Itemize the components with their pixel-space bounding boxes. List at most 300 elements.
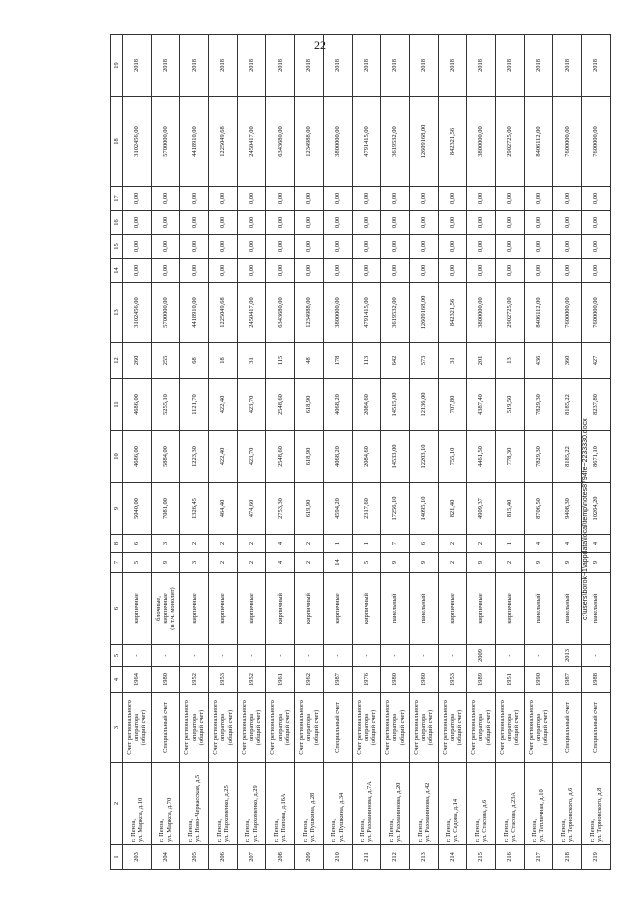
table-cell: 1951 — [495, 667, 524, 693]
table-cell: 0,00 — [495, 259, 524, 283]
table-cell: 1953 — [438, 667, 467, 693]
table-cell: 0,00 — [151, 211, 180, 235]
table-cell: 12609168,00 — [409, 97, 438, 187]
table-cell: 2 — [237, 535, 266, 553]
table-cell: Счет регионального оператора (общий счет) — [209, 693, 238, 763]
table-cell: 0,00 — [409, 211, 438, 235]
table-cell: 3102456,00 — [123, 283, 152, 343]
table-cell: 0,00 — [553, 259, 582, 283]
table-cell: 2018 — [237, 35, 266, 97]
column-number-row — [111, 35, 123, 870]
table-row — [438, 35, 467, 870]
table-cell: 2018 — [352, 35, 381, 97]
table-cell: 1121,70 — [180, 379, 209, 431]
table-cell: 0,00 — [209, 211, 238, 235]
table-cell: 2018 — [438, 35, 467, 97]
table-body — [123, 35, 611, 870]
table-cell: 2 — [438, 535, 467, 553]
table-cell: Специальный счет — [582, 693, 611, 763]
table-cell: 4 — [524, 535, 553, 553]
table-cell: 2548,60 — [266, 379, 295, 431]
table-cell: 1987 — [323, 667, 352, 693]
table-row — [151, 35, 180, 870]
table-cell: 210 — [323, 845, 352, 870]
table-cell: 2084,60 — [352, 379, 381, 431]
table-cell: - — [151, 645, 180, 667]
table-cell: 2 — [209, 535, 238, 553]
table-row — [323, 35, 352, 870]
table-cell: 436 — [524, 343, 553, 379]
table-cell: 2084,60 — [352, 431, 381, 483]
table-cell: 4068,20 — [323, 431, 352, 483]
table-cell: 4909,37 — [467, 483, 496, 535]
table-cell: кирпичные — [323, 573, 352, 645]
table-cell: 642 — [381, 343, 410, 379]
table-cell: 423,70 — [237, 379, 266, 431]
table-cell: 2018 — [151, 35, 180, 97]
table-cell: 5700000,00 — [151, 97, 180, 187]
table-cell: 211 — [352, 845, 381, 870]
table-cell: г. Пенза, ул. Пушкина, д.34 — [323, 763, 352, 845]
table-cell: - — [352, 645, 381, 667]
table-cell: 0,00 — [266, 235, 295, 259]
table-cell: - — [266, 645, 295, 667]
table-cell: 0,00 — [151, 187, 180, 211]
table-cell: 5 — [352, 553, 381, 573]
table-cell: 260 — [123, 343, 152, 379]
table-cell: г. Пенза, ул. Пархоменко, д.29 — [237, 763, 266, 845]
table-cell: 215 — [467, 845, 496, 870]
table-cell: 0,00 — [323, 235, 352, 259]
table-cell: 4791415,00 — [352, 283, 381, 343]
table-cell: 778,30 — [495, 431, 524, 483]
table-cell: 474,60 — [237, 483, 266, 535]
table-cell: 0,00 — [381, 187, 410, 211]
table-cell: 0,00 — [295, 259, 324, 283]
table-cell: 7829,30 — [524, 431, 553, 483]
table-cell: 815,40 — [495, 483, 524, 535]
table-cell: 2018 — [467, 35, 496, 97]
table-cell: 1 — [352, 535, 381, 553]
table-cell: 1223,30 — [180, 431, 209, 483]
table-cell: 0,00 — [467, 211, 496, 235]
table-cell: 2018 — [409, 35, 438, 97]
table-cell: 8406112,00 — [524, 97, 553, 187]
table-cell: 1952 — [180, 667, 209, 693]
table-cell: 18 — [209, 343, 238, 379]
table-cell: Счет регионального оператора (общий счет) — [438, 693, 467, 763]
table-cell: 0,00 — [582, 235, 611, 259]
table-cell: 255 — [151, 343, 180, 379]
table-cell: 3619532,00 — [381, 97, 410, 187]
table-cell: 1225049,68 — [209, 283, 238, 343]
table-cell: 3 — [151, 535, 180, 553]
table-cell: 206 — [209, 845, 238, 870]
table-cell: 9 — [524, 553, 553, 573]
table-cell: 2018 — [266, 35, 295, 97]
table-cell: 207 — [237, 845, 266, 870]
table-cell: 464,40 — [209, 483, 238, 535]
table-cell: 0,00 — [381, 211, 410, 235]
table-cell: 7600000,00 — [582, 283, 611, 343]
table-cell: 0,00 — [123, 235, 152, 259]
table-cell: 1990 — [524, 667, 553, 693]
table-cell: 209 — [295, 845, 324, 870]
table-cell: 12136,00 — [409, 379, 438, 431]
table-cell: 0,00 — [553, 235, 582, 259]
table-cell: панельный — [409, 573, 438, 645]
column-number-header: 16 — [111, 211, 123, 235]
table-cell: 4 — [266, 553, 295, 573]
table-cell: 2018 — [582, 35, 611, 97]
table-cell: 8671,10 — [582, 431, 611, 483]
table-cell: 618,90 — [295, 431, 324, 483]
table-cell: - — [209, 645, 238, 667]
table-cell: 0,00 — [467, 259, 496, 283]
table-cell: 2018 — [323, 35, 352, 97]
table-cell: г. Пенза, ул. Тепличная, д.10 — [524, 763, 553, 845]
table-cell: 0,00 — [495, 211, 524, 235]
table-row — [524, 35, 553, 870]
table-cell: 1326,45 — [180, 483, 209, 535]
table-cell: 842321,56 — [438, 283, 467, 343]
table-row — [209, 35, 238, 870]
table-cell: 0,00 — [438, 259, 467, 283]
table-row — [467, 35, 496, 870]
table-cell: г. Пенза, ул. Седова, д.14 — [438, 763, 467, 845]
column-number-header: 5 — [111, 645, 123, 667]
table-cell: 1234988,00 — [295, 97, 324, 187]
table-cell: г. Пенза, ул. Стасова, д.6 — [467, 763, 496, 845]
table-cell: 115 — [266, 343, 295, 379]
page-number: 22 — [314, 38, 326, 52]
table-cell: 0,00 — [266, 187, 295, 211]
column-number-header: 15 — [111, 235, 123, 259]
column-number-header: 19 — [111, 35, 123, 97]
table-cell: 217 — [524, 845, 553, 870]
table-cell: г. Пенза, ул. Ново-Черкасская, д.5 — [180, 763, 209, 845]
table-cell: кирпичный — [352, 573, 381, 645]
table-cell: 2018 — [123, 35, 152, 97]
table-cell: Счет регионального оператора (общий счет) — [237, 693, 266, 763]
table-row — [180, 35, 209, 870]
table-cell: 5 — [123, 553, 152, 573]
column-number-header: 14 — [111, 259, 123, 283]
table-cell: 4387,40 — [467, 379, 496, 431]
table-cell: 1225049,68 — [209, 97, 238, 187]
table-cell: кирпичный — [266, 573, 295, 645]
table-cell: кирпичные — [438, 573, 467, 645]
table-cell: 219 — [582, 845, 611, 870]
table-cell: 9 — [582, 553, 611, 573]
table-cell: кирпичные — [237, 573, 266, 645]
table-cell: 2018 — [553, 35, 582, 97]
table-cell: 0,00 — [352, 259, 381, 283]
table-cell: 3102456,00 — [123, 97, 152, 187]
table-cell: 0,00 — [266, 259, 295, 283]
table-cell: - — [409, 645, 438, 667]
table-cell: 0,00 — [582, 211, 611, 235]
table-cell: 7600000,00 — [553, 97, 582, 187]
table-cell: 48 — [295, 343, 324, 379]
table-cell: кирпичные — [209, 573, 238, 645]
table-cell: 0,00 — [209, 187, 238, 211]
table-cell: 2902725,00 — [495, 283, 524, 343]
table-cell: кирпичный — [295, 573, 324, 645]
table-cell: 0,00 — [582, 187, 611, 211]
table-cell: г. Пенза, ул. Маркса, д.10 — [123, 763, 152, 845]
table-cell: - — [323, 645, 352, 667]
table-cell: 12609168,00 — [409, 283, 438, 343]
table-cell: 0,00 — [409, 259, 438, 283]
table-row — [352, 35, 381, 870]
table-cell: - — [582, 645, 611, 667]
table-cell: 0,00 — [123, 259, 152, 283]
table-cell: 0,00 — [381, 259, 410, 283]
table-cell: 212 — [381, 845, 410, 870]
table-cell: 619,90 — [295, 483, 324, 535]
table-cell: - — [295, 645, 324, 667]
table-cell: 0,00 — [151, 235, 180, 259]
table-cell: блочные, кирпичные (в т.ч. монолит) — [151, 573, 180, 645]
table-cell: - — [381, 645, 410, 667]
table-cell: 0,00 — [237, 259, 266, 283]
table-cell: г. Пенза, ул. Стасова, д.23А — [495, 763, 524, 845]
table-cell: 8237,80 — [582, 379, 611, 431]
table-cell: 2548,60 — [266, 431, 295, 483]
table-cell: 3800000,00 — [467, 97, 496, 187]
file-path-footer: c:\users\borok~1\appdata\local\temp\notes8794fe~2233330.docx — [582, 418, 589, 620]
table-cell: 5255,10 — [151, 379, 180, 431]
table-cell: 7600000,00 — [553, 283, 582, 343]
table-cell: 6343680,00 — [266, 283, 295, 343]
table-cell: 31 — [438, 343, 467, 379]
table-cell: 31 — [237, 343, 266, 379]
table-cell: 0,00 — [524, 259, 553, 283]
table-cell: 360 — [553, 343, 582, 379]
table-cell: - — [524, 645, 553, 667]
table-cell: 216 — [495, 845, 524, 870]
table-cell: 213 — [409, 845, 438, 870]
table-cell: 0,00 — [209, 235, 238, 259]
table-cell: 4594,20 — [323, 483, 352, 535]
table-row — [381, 35, 410, 870]
column-number-header: 7 — [111, 553, 123, 573]
table-cell: 2018 — [381, 35, 410, 97]
table-cell: 2450417,00 — [237, 97, 266, 187]
table-cell: 1234988,00 — [295, 283, 324, 343]
table-cell: Счет регионального оператора (общий счет) — [266, 693, 295, 763]
table-cell: 12203,10 — [409, 431, 438, 483]
table-cell: 2 — [180, 535, 209, 553]
table-cell: 0,00 — [209, 259, 238, 283]
table-cell: 4 — [266, 535, 295, 553]
table-cell: 1962 — [295, 667, 324, 693]
table-cell: 14515,00 — [381, 379, 410, 431]
table-cell: Счет регионального оператора (общий счет) — [495, 693, 524, 763]
table-cell: 4418910,00 — [180, 283, 209, 343]
column-number-header: 11 — [111, 379, 123, 431]
table-cell: 218 — [553, 845, 582, 870]
table-cell: 5884,00 — [151, 431, 180, 483]
table-cell: 5700000,00 — [151, 283, 180, 343]
table-row — [495, 35, 524, 870]
table-cell: 6 — [409, 535, 438, 553]
table-cell: Специальный счет — [553, 693, 582, 763]
table-cell: 0,00 — [409, 187, 438, 211]
table-cell: 4068,20 — [323, 379, 352, 431]
column-number-header: 13 — [111, 283, 123, 343]
table-cell: 1989 — [467, 667, 496, 693]
table-cell: Счет регионального оператора (общий счет) — [180, 693, 209, 763]
table-cell: 1987 — [553, 667, 582, 693]
table-cell: г. Пенза, ул. Пархоменко, д.25 — [209, 763, 238, 845]
table-cell: панельный — [381, 573, 410, 645]
table-cell: 1 — [323, 535, 352, 553]
table-cell: г. Пенза, ул. Попова, д.16А — [266, 763, 295, 845]
table-cell: 17256,10 — [381, 483, 410, 535]
table-cell: 1980 — [381, 667, 410, 693]
table-cell: 8185,22 — [553, 379, 582, 431]
column-number-header: 6 — [111, 573, 123, 645]
table-cell: 2450417,00 — [237, 283, 266, 343]
table-cell: 14533,00 — [381, 431, 410, 483]
table-cell: 422,40 — [209, 379, 238, 431]
table-cell: Счет регионального оператора (общий счет) — [381, 693, 410, 763]
table-cell: 2753,30 — [266, 483, 295, 535]
table-cell: 9 — [553, 553, 582, 573]
table-cell: г. Пенза, ул. Рахманинова, д.42 — [409, 763, 438, 845]
table-cell: 6343680,00 — [266, 97, 295, 187]
table-cell: 4 — [582, 535, 611, 553]
table-cell: 0,00 — [151, 259, 180, 283]
table-cell: 2 — [438, 553, 467, 573]
table-cell: 1980 — [151, 667, 180, 693]
table-cell: 0,00 — [237, 187, 266, 211]
table-cell: 3800000,00 — [323, 97, 352, 187]
table-cell: г. Пенза, ул. Пушкина, д.28 — [295, 763, 324, 845]
table-cell: 2 — [495, 553, 524, 573]
table-cell: г. Пенза, ул. Рахманинова, д.20 — [381, 763, 410, 845]
table-cell: кирпичные — [180, 573, 209, 645]
table-cell: Счет регионального оператора (общий счет) — [409, 693, 438, 763]
table-cell: 208 — [266, 845, 295, 870]
table-cell: 1980 — [409, 667, 438, 693]
table-cell: 8185,22 — [553, 431, 582, 483]
table-cell: 14095,10 — [409, 483, 438, 535]
table-cell: 0,00 — [323, 187, 352, 211]
table-cell: 0,00 — [295, 211, 324, 235]
table-row — [553, 35, 582, 870]
table-cell: Специальный счет — [151, 693, 180, 763]
table-row — [266, 35, 295, 870]
table-cell: Счет регионального оператора (общий счет) — [123, 693, 152, 763]
table-cell: 3 — [180, 553, 209, 573]
table-cell: 2018 — [495, 35, 524, 97]
table-cell: 2 — [209, 553, 238, 573]
table-cell: 0,00 — [180, 235, 209, 259]
table-cell: 0,00 — [409, 235, 438, 259]
table-cell: 3800000,00 — [467, 283, 496, 343]
table-cell: 201 — [467, 343, 496, 379]
table-cell: г. Пенза, ул. Терновского, д.8 — [582, 763, 611, 845]
table-cell: 0,00 — [295, 187, 324, 211]
table-cell: 8406112,00 — [524, 283, 553, 343]
table-cell: 427 — [582, 343, 611, 379]
table-cell: 0,00 — [467, 235, 496, 259]
table-cell: 618,90 — [295, 379, 324, 431]
table-cell: 4686,00 — [123, 379, 152, 431]
table-cell: 0,00 — [323, 259, 352, 283]
table-cell: Специальный счет — [323, 693, 352, 763]
table-cell: 205 — [180, 845, 209, 870]
table-cell: 0,00 — [438, 187, 467, 211]
table-cell: 0,00 — [352, 235, 381, 259]
table-cell: 3800000,00 — [323, 283, 352, 343]
table-cell: Счет регионального оператора (общий счет) — [524, 693, 553, 763]
table-cell: 0,00 — [553, 187, 582, 211]
table-cell: 1964 — [123, 667, 152, 693]
table-cell: 1976 — [352, 667, 381, 693]
table-cell: 0,00 — [237, 235, 266, 259]
column-number-header: 8 — [111, 535, 123, 553]
column-number-header: 9 — [111, 483, 123, 535]
table-cell: 14 — [323, 553, 352, 573]
table-cell: 6 — [123, 535, 152, 553]
table-cell: 9 — [151, 553, 180, 573]
column-number-header: 1 — [111, 845, 123, 870]
table-cell: 214 — [438, 845, 467, 870]
table-cell: 4791415,00 — [352, 97, 381, 187]
table-cell: 178 — [323, 343, 352, 379]
table-cell: 1961 — [266, 667, 295, 693]
table-cell: 4418910,00 — [180, 97, 209, 187]
table-cell: г. Пенза, ул. Терновского, д.6 — [553, 763, 582, 845]
table-cell: - — [180, 645, 209, 667]
table-cell: 4686,00 — [123, 431, 152, 483]
table-cell: Счет регионального оператора (общий счет) — [352, 693, 381, 763]
table-cell: кирпичные — [123, 573, 152, 645]
table-cell: панельный — [582, 573, 611, 645]
housing-repair-table — [110, 34, 611, 870]
table-cell: 0,00 — [381, 235, 410, 259]
table-cell: 1953 — [209, 667, 238, 693]
table-cell: 5040,00 — [123, 483, 152, 535]
table-cell: 2317,60 — [352, 483, 381, 535]
table-cell: панельный — [553, 573, 582, 645]
table-cell: 9 — [381, 553, 410, 573]
table-cell: 0,00 — [237, 211, 266, 235]
table-cell: - — [495, 645, 524, 667]
table-cell: 2018 — [295, 35, 324, 97]
column-number-header: 3 — [111, 693, 123, 763]
table-cell: 0,00 — [323, 211, 352, 235]
table-cell: 423,70 — [237, 431, 266, 483]
table-cell: кирпичные — [467, 573, 496, 645]
table-cell: г. Пенза, ул. Рахманинова, д.7А — [352, 763, 381, 845]
table-cell: 2 — [237, 553, 266, 573]
table-cell: 573 — [409, 343, 438, 379]
table-row — [123, 35, 152, 870]
table-cell: 7829,30 — [524, 379, 553, 431]
table-cell: 755,10 — [438, 431, 467, 483]
table-cell: 0,00 — [352, 211, 381, 235]
table-cell: 9 — [467, 553, 496, 573]
table-cell: 0,00 — [266, 211, 295, 235]
table-cell: панельный — [524, 573, 553, 645]
table-cell: 204 — [151, 845, 180, 870]
column-number-header: 2 — [111, 763, 123, 845]
